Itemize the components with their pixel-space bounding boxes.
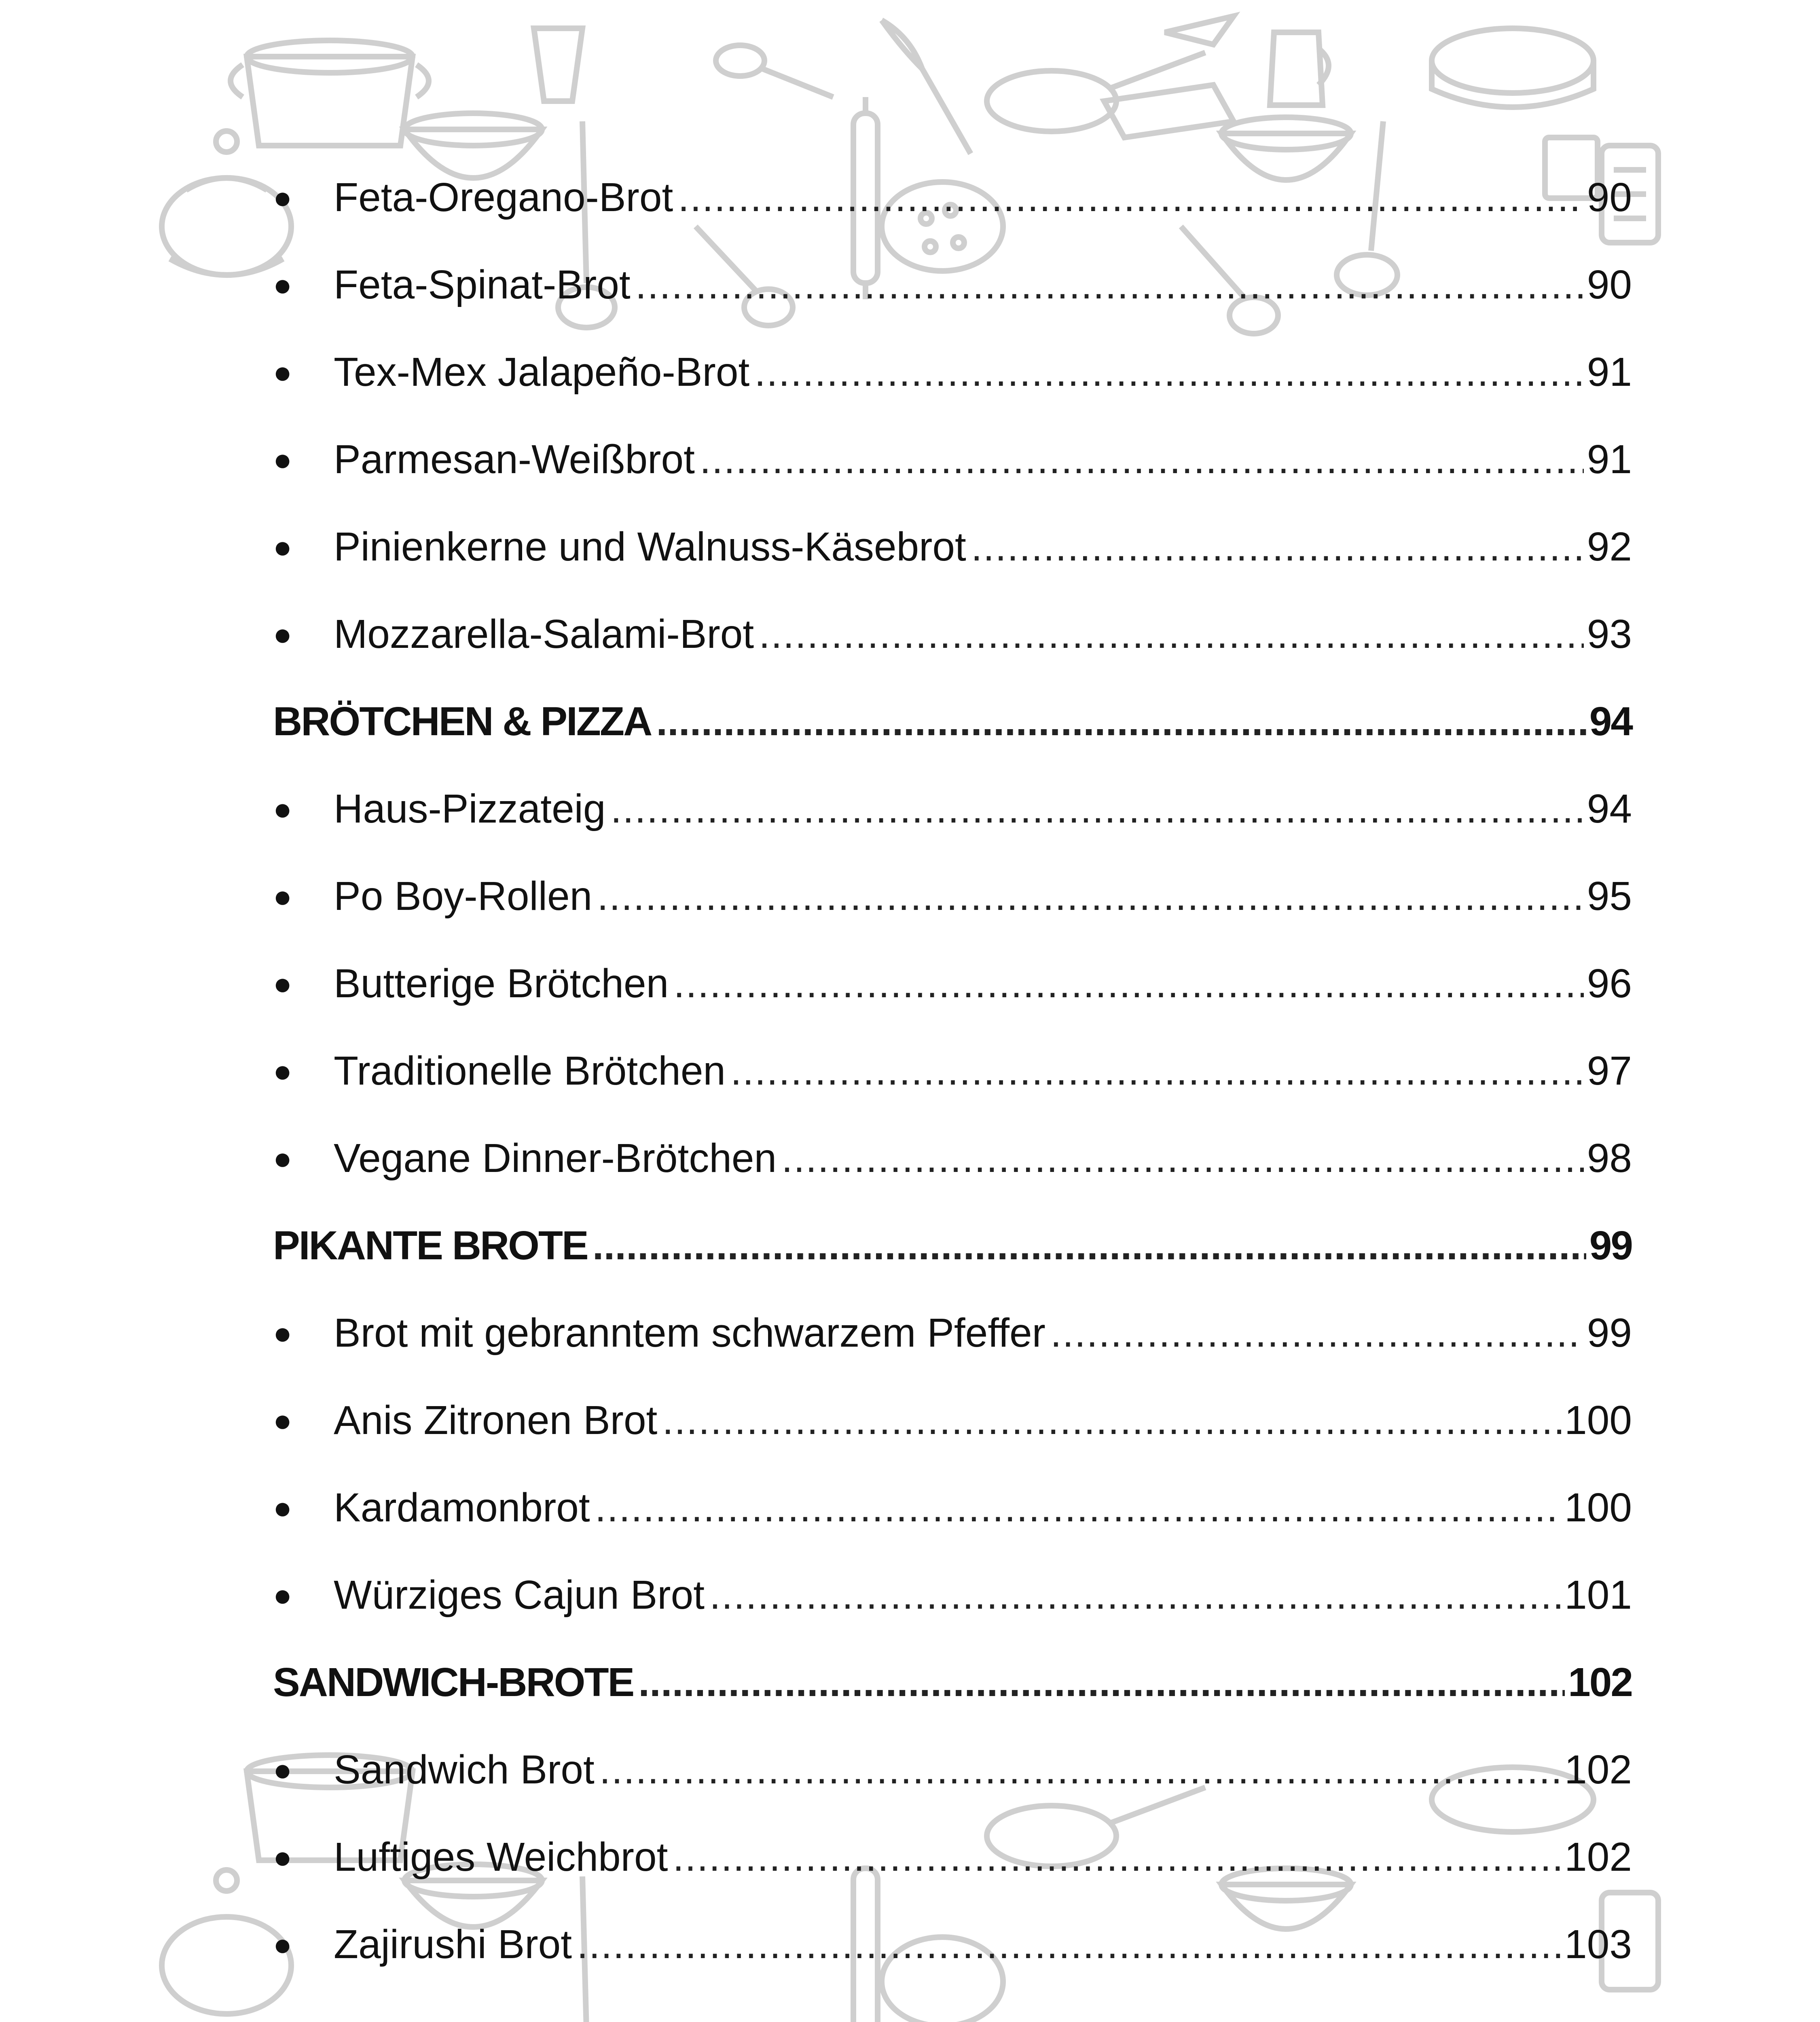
cutting-board-icon — [1104, 85, 1234, 137]
dot-leader — [781, 1138, 1584, 1178]
toc-page-number: 102 — [1564, 1747, 1632, 1792]
toc-entry[interactable] — [273, 416, 1632, 503]
bullet-icon: ● — [273, 1140, 292, 1176]
dot-leader — [730, 1051, 1584, 1091]
toc-page-number: 96 — [1587, 961, 1632, 1006]
bullet-icon: ● — [273, 267, 292, 302]
toc-page-number: 94 — [1587, 786, 1632, 831]
toc-section-title: PIKANTE BROTE — [273, 1223, 588, 1268]
toc-entry[interactable] — [273, 503, 1632, 590]
dot-leader — [577, 1924, 1561, 1965]
toc-section-heading[interactable] — [273, 678, 1632, 765]
dot-leader — [971, 527, 1584, 567]
dot-leader — [597, 876, 1584, 916]
knife-icon — [1165, 16, 1234, 44]
dot-leader — [611, 789, 1584, 829]
toc-section-heading[interactable] — [273, 1202, 1632, 1289]
toc-entry-title: Kardamonbrot — [334, 1485, 590, 1530]
bullet-icon: ● — [273, 616, 292, 652]
bullet-icon: ● — [273, 1927, 292, 1962]
toc-entry-title: Würziges Cajun Brot — [334, 1572, 705, 1618]
dot-leader — [673, 1837, 1561, 1877]
dot-leader — [662, 1400, 1561, 1440]
toc-page-number: 98 — [1587, 1136, 1632, 1181]
dot-leader — [593, 1225, 1586, 1266]
bullet-icon: ● — [273, 1577, 292, 1613]
dot-leader — [678, 177, 1584, 218]
toc-entry-title: Luftiges Weichbrot — [334, 1834, 668, 1880]
toc-entry[interactable] — [273, 1813, 1632, 1901]
toc-section-title: SANDWICH-BROTE — [273, 1660, 634, 1705]
dot-leader — [599, 1749, 1561, 1790]
table-of-contents — [273, 154, 1632, 1988]
whisk-icon — [882, 20, 971, 154]
toc-page-number: 92 — [1587, 524, 1632, 569]
toc-entry[interactable] — [273, 1464, 1632, 1551]
toc-entry-title: Brot mit gebranntem schwarzem Pfeffer — [334, 1310, 1045, 1356]
toc-entry-title: Mozzarella-Salami-Brot — [334, 611, 754, 657]
toc-page-number: 91 — [1587, 349, 1632, 395]
toc-entry-title: Po Boy-Rollen — [334, 874, 593, 919]
toc-page-number: 99 — [1589, 1223, 1632, 1268]
toc-entry-title: Sandwich Brot — [334, 1747, 595, 1792]
toc-entry-title: Traditionelle Brötchen — [334, 1048, 726, 1093]
toc-page-number: 100 — [1564, 1485, 1632, 1530]
toc-entry-title: Parmesan-Weißbrot — [334, 437, 695, 482]
toc-entry[interactable] — [273, 1726, 1632, 1813]
toc-entry-title: Anis Zitronen Brot — [334, 1398, 658, 1443]
toc-entry[interactable] — [273, 241, 1632, 328]
toc-page-number: 101 — [1564, 1572, 1632, 1618]
bullet-icon: ● — [273, 529, 292, 565]
toc-page-number: 90 — [1587, 262, 1632, 307]
toc-entry[interactable] — [273, 765, 1632, 852]
bullet-icon: ● — [273, 1839, 292, 1875]
cooking-pot-icon — [231, 40, 429, 146]
dot-leader — [1050, 1313, 1584, 1353]
toc-entry-title: Zajirushi Brot — [334, 1922, 572, 1967]
bullet-icon: ● — [273, 442, 292, 477]
toc-page-number: 97 — [1587, 1048, 1632, 1093]
bullet-icon: ● — [273, 1315, 292, 1351]
toc-page-number: 99 — [1587, 1310, 1632, 1356]
toc-entry[interactable] — [273, 852, 1632, 940]
toc-entry[interactable] — [273, 1551, 1632, 1639]
toc-page-number: 90 — [1587, 175, 1632, 220]
toc-page-number: 100 — [1564, 1398, 1632, 1443]
dot-leader — [673, 963, 1583, 1004]
toc-entry[interactable] — [273, 590, 1632, 678]
toc-page-number: 93 — [1587, 611, 1632, 657]
toc-page-number: 91 — [1587, 437, 1632, 482]
dot-leader — [754, 352, 1584, 392]
bullet-icon: ● — [273, 1752, 292, 1787]
dot-leader — [635, 264, 1584, 305]
bullet-icon: ● — [273, 1053, 292, 1089]
toc-entry-title: Tex-Mex Jalapeño-Brot — [334, 349, 750, 395]
bullet-icon: ● — [273, 878, 292, 914]
frying-pan-icon — [987, 53, 1205, 131]
bullet-icon: ● — [273, 1402, 292, 1438]
toc-entry-title: Haus-Pizzateig — [334, 786, 606, 831]
cake-tin-icon — [1432, 28, 1594, 107]
toc-page-number: 94 — [1589, 699, 1632, 744]
dot-leader — [709, 1575, 1561, 1615]
dot-leader — [656, 701, 1586, 742]
toc-section-title: BRÖTCHEN & PIZZA — [273, 699, 652, 744]
toc-page-number: 102 — [1564, 1834, 1632, 1880]
toc-entry[interactable] — [273, 1115, 1632, 1202]
toc-entry[interactable] — [273, 1027, 1632, 1115]
toc-page-number: 95 — [1587, 874, 1632, 919]
sugar-pot-icon — [162, 131, 291, 275]
toc-page-number: 102 — [1568, 1660, 1632, 1705]
dot-leader — [638, 1662, 1565, 1703]
toc-entry-title: Feta-Oregano-Brot — [334, 175, 673, 220]
dot-leader — [700, 439, 1584, 480]
spoon-icon — [716, 45, 833, 97]
toc-entry-title: Feta-Spinat-Brot — [334, 262, 631, 307]
toc-entry-title: Vegane Dinner-Brötchen — [334, 1136, 777, 1181]
toc-entry-title: Butterige Brötchen — [334, 961, 669, 1006]
dot-leader — [595, 1487, 1561, 1528]
toc-page-number: 103 — [1564, 1922, 1632, 1967]
bullet-icon: ● — [273, 966, 292, 1001]
bullet-icon: ● — [273, 791, 292, 827]
toc-section-heading[interactable] — [273, 1639, 1632, 1726]
bullet-icon: ● — [273, 354, 292, 390]
toc-entry[interactable] — [273, 1901, 1632, 1988]
bullet-icon: ● — [273, 1490, 292, 1525]
bullet-icon: ● — [273, 180, 292, 215]
toc-entry[interactable] — [273, 154, 1632, 241]
dot-leader — [759, 614, 1584, 654]
toc-entry[interactable] — [273, 1289, 1632, 1377]
toc-entry[interactable] — [273, 328, 1632, 416]
pitcher-icon — [1270, 32, 1329, 105]
sugar-pot-icon — [162, 1870, 291, 2014]
toc-entry-title: Pinienkerne und Walnuss-Käsebrot — [334, 524, 966, 569]
toc-entry[interactable] — [273, 940, 1632, 1027]
glass-icon — [534, 28, 582, 101]
toc-entry[interactable] — [273, 1377, 1632, 1464]
